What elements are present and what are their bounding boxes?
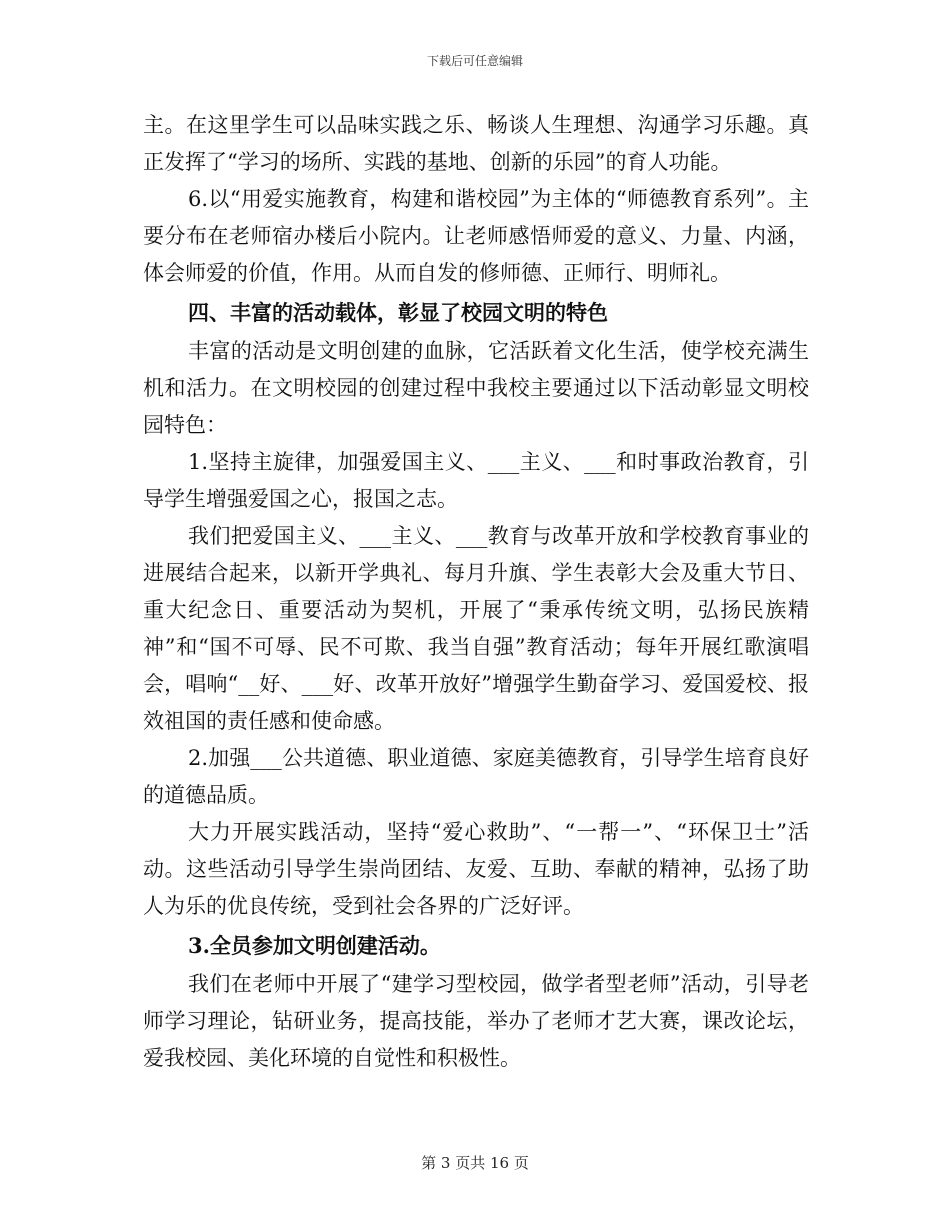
paragraph: 6.以“用爱实施教育，构建和谐校园”为主体的“师德教育系列”。主要分布在老师宿办楼后小院内。让老师感悟师爱的意义、力量、内涵，体会师爱的价值，作用。从而自发的修师德、正师行、明师礼。 xyxy=(143,187,809,285)
document-body xyxy=(143,107,809,1077)
paragraph: 我们把爱国主义、___主义、___教育与改革开放和学校教育事业的进展结合起来，以新开学典礼、每月升旗、学生表彰大会及重大节日、重大纪念日、重要活动为契机，开展了“秉承传统文明，弘扬民族精神”和“国不可辱、民不可欺、我当自强”教育活动；每年开展红歌演唱会，唱响“__好、___好、改革开放好”增强学生勤奋学习、爱国爱校、报效祖国的责任感和使命感。 xyxy=(143,524,809,733)
paragraph: 主。在这里学生可以品味实践之乐、畅谈人生理想、沟通学习乐趣。真正发挥了“学习的场所、实践的基地、创新的乐园”的育人功能。 xyxy=(143,113,809,174)
page-footer: 第 3 页共 16 页 xyxy=(421,1154,529,1172)
paragraph: 2.加强___公共道德、职业道德、家庭美德教育，引导学生培育良好的道德品质。 xyxy=(143,746,809,807)
subsection-heading: 3.全员参加文明创建活动。 xyxy=(188,933,441,958)
paragraph: 我们在老师中开展了“建学习型校园，做学者型老师”活动，引导老师学习理论，钻研业务，提高技能，举办了老师才艺大赛，课改论坛，爱我校园、美化环境的自觉性和积极性。 xyxy=(143,972,809,1070)
section-heading: 四、丰富的活动载体，彰显了校园文明的特色 xyxy=(188,300,608,325)
paragraph: 丰富的活动是文明创建的血脉，它活跃着文化生活，使学校充满生机和活力。在文明校园的创建过程中我校主要通过以下活动彰显文明校园特色： xyxy=(143,339,809,437)
page-header: 下载后可任意编辑 xyxy=(426,54,523,68)
paragraph: 大力开展实践活动，坚持“爱心救助”、“一帮一”、“环保卫士”活动。这些活动引导学生崇尚团结、友爱、互助、奉献的精神，弘扬了助人为乐的优良传统，受到社会各界的广泛好评。 xyxy=(143,820,809,918)
paragraph: 1.坚持主旋律，加强爱国主义、___主义、___和时事政治教育，引导学生增强爱国之心，报国之志。 xyxy=(143,450,809,511)
